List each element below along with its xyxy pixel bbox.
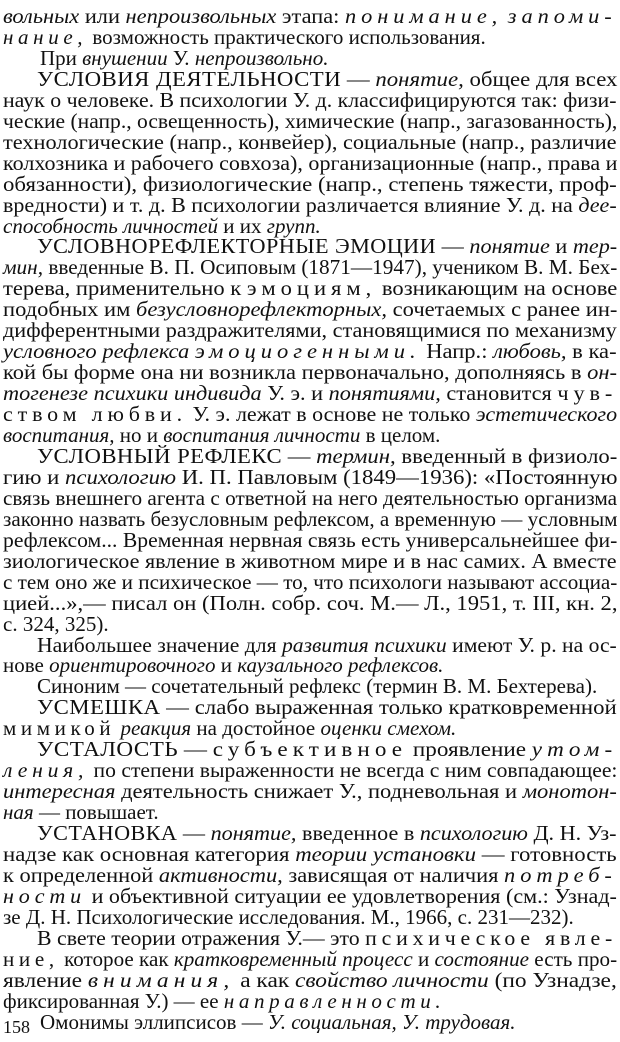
text-run: становится: [446, 381, 558, 406]
text-run: вредности) и т. д. В психологии различается влияние У. д. на: [3, 192, 579, 217]
text-run: эмоциям,: [246, 276, 377, 301]
text-run: У. социальная, У. трудовая.: [267, 1009, 516, 1034]
text-run: понятиями,: [328, 381, 441, 406]
text-run: дее-: [578, 192, 617, 217]
text-run: реакция: [120, 716, 192, 741]
text-run: оценки смехом.: [320, 716, 457, 741]
text-run: законно назвать безусловным рефлексом, а временную — условным: [3, 506, 618, 531]
text-run: общее для всех: [469, 66, 618, 91]
text-run: эстетического: [475, 402, 618, 427]
text-run: и: [220, 653, 238, 678]
text-run: мин,: [3, 255, 44, 280]
text-run: зависящая от наличия: [288, 862, 505, 887]
text-run: или: [84, 4, 126, 28]
text-run: а как: [240, 967, 296, 992]
text-run: —: [441, 234, 470, 259]
text-run: (по Узнадзе,: [494, 967, 617, 992]
text-run: ческие (напр., освещенность), химические (напр., загазованность),: [3, 108, 618, 133]
text-run: Д. Н. Уз-: [533, 821, 617, 846]
text-run: воспитания личности: [163, 423, 361, 447]
text-run: При: [40, 45, 83, 70]
text-run: В свете теории отражения У.— это: [37, 925, 366, 950]
text-run: —: [346, 66, 376, 91]
text-run: УСТАЛОСТЬ: [37, 737, 179, 762]
text-run: эмоциогенными.: [194, 339, 421, 364]
text-run: ние,: [3, 946, 59, 971]
text-run: введенное в: [301, 821, 420, 846]
text-run: субъективное: [212, 737, 408, 762]
text-run: безусловнорефлекторных,: [135, 297, 388, 322]
text-run: термин,: [316, 443, 396, 468]
text-run: нове: [3, 653, 50, 678]
text-run: психологию: [419, 821, 528, 846]
text-run: введенный в физиоло-: [401, 443, 618, 468]
text-run: по степени выраженности не всегда с ним совпадающее:: [93, 758, 618, 783]
text-run: зиологическое явление в животном мире и в нас самих. А вместе: [3, 548, 617, 573]
text-run: УСТАНОВКА: [37, 821, 178, 846]
text-run: имеют У. р. на ос-: [452, 632, 617, 657]
text-run: с. 324, 325).: [3, 611, 109, 636]
text-run: понятие,: [375, 66, 464, 91]
text-run: цией...»,— писал он (Полн. собр. соч. М.— Л., 1951, т. III, кн. 2,: [3, 590, 618, 615]
text-run: кратковременный процесс: [173, 946, 413, 971]
text-run: тогенезе психики индивида: [3, 381, 262, 406]
text-run: непроизвольных: [125, 4, 277, 28]
text-run: гию и: [3, 464, 66, 489]
text-run: которое как: [64, 946, 174, 971]
text-run: внимания,: [87, 967, 235, 992]
text-run: УСМЕШКА: [37, 695, 161, 720]
text-run: внушении: [82, 45, 168, 70]
text-run: сочетаемых с ранее ин-: [392, 297, 618, 322]
text-run: введенные В. П. Осиповым (1871—1947), учеником В. М. Бех-: [48, 255, 618, 280]
text-run: но и: [119, 423, 164, 447]
text-run: активности,: [158, 862, 283, 887]
text-run: рефлексом... Временная нервная связь есть универсальнейшее фи-: [3, 527, 618, 552]
text-run: на достойное: [196, 716, 321, 741]
text-run: в целом.: [365, 423, 441, 447]
text-run: ориентировочного: [49, 653, 216, 678]
text-run: понимание,: [344, 4, 503, 28]
text-run: свойство личности: [295, 967, 489, 992]
text-run: У. э. лежат в основе не только: [192, 402, 476, 427]
text-run: Наибольшее значение для: [37, 632, 282, 657]
text-run: условного рефлекса: [3, 339, 195, 364]
text-run: потреб-: [504, 862, 617, 887]
text-run: и их: [223, 213, 267, 238]
text-run: обязанности), физиологические (напр., степень тяжести, проф-: [3, 171, 617, 196]
text-run: Омонимы эллипсисов —: [40, 1009, 268, 1034]
text-run: ная: [3, 800, 34, 825]
text-run: понятие,: [210, 821, 297, 846]
text-run: монотон-: [522, 779, 617, 804]
text-run: —: [182, 821, 211, 846]
text-run: и: [417, 946, 435, 971]
text-run: проявление: [412, 737, 532, 762]
text-run: связь внешнего агента с ответной на него деятельностью организма: [3, 485, 618, 510]
text-run: И. П. Павловым (1849—1936): «Постоянную: [181, 464, 618, 489]
text-run: и объективной ситуации ее удовлетворения (см.: Узнад-: [91, 883, 617, 908]
text-run: дифферентными раздражителями, становящимися по механизму: [3, 318, 617, 343]
text-run: чув-: [557, 381, 618, 406]
text-run: мимикой: [3, 716, 116, 741]
text-run: У.: [172, 45, 195, 70]
text-run: психологию: [65, 464, 177, 489]
text-run: У. э. и: [267, 381, 329, 406]
text-run: вольных: [3, 4, 80, 28]
text-run: возможность практического использования.: [92, 24, 486, 49]
text-run: — повышает.: [38, 800, 159, 825]
text-run: состояние: [434, 946, 530, 971]
text-run: нание,: [3, 24, 88, 49]
text-line: [40, 1009, 516, 1035]
text-run: способность личностей: [3, 213, 219, 238]
text-run: психическое явле-: [365, 925, 618, 950]
page-number: 158: [3, 1017, 30, 1037]
text-run: и: [555, 234, 573, 259]
text-run: любовь,: [493, 339, 567, 364]
text-run: УСЛОВНОРЕФЛЕКТОРНЫЕ ЭМОЦИИ: [37, 234, 437, 259]
text-run: колхозника и рабочего совхоза), организационные (напр., права и: [3, 150, 618, 175]
text-run: запоми-: [507, 4, 617, 28]
text-run: ством любви.: [3, 402, 188, 427]
text-run: терева, применительно к: [3, 276, 247, 301]
text-run: УСЛОВИЯ ДЕЯТЕЛЬНОСТИ: [37, 66, 342, 91]
text-run: фиксированная У.) — ее: [3, 988, 224, 1013]
text-run: —: [183, 737, 213, 762]
text-run: развития психики: [281, 632, 447, 657]
text-run: направленности.: [223, 988, 446, 1013]
text-run: технологические (напр., конвейер), социальные (напр., различие: [3, 129, 617, 154]
text-run: групп.: [266, 213, 321, 238]
text-run: есть про-: [534, 946, 618, 971]
text-run: с тем оно же и психическое — то, что психологи называют ассоциа-: [3, 569, 618, 594]
text-run: воспитания,: [3, 423, 115, 447]
text-run: кой бы форме она ни возникла первоначально, дополняясь в: [3, 360, 588, 385]
text-run: наук о человеке. В психологии У. д. классифицируются так: физи-: [3, 87, 617, 112]
text-run: — слабо выраженная только кратковременной: [166, 695, 617, 720]
text-run: подобных им: [3, 297, 136, 322]
text-run: ления,: [3, 758, 89, 783]
text-run: УСЛОВНЫЙ РЕФЛЕКС: [37, 443, 283, 468]
text-run: в ка-: [572, 339, 617, 364]
text-run: возникающим на основе: [381, 276, 618, 301]
text-run: теории установки: [295, 842, 477, 866]
text-run: Синоним — сочетательный рефлекс (термин В. М. Бехтерева).: [37, 674, 598, 699]
text-run: — готовность: [481, 842, 617, 866]
text-run: надзе как основная категория: [3, 842, 296, 866]
text-run: Напр.:: [426, 339, 494, 364]
text-run: —: [287, 443, 317, 468]
text-run: этапа:: [281, 4, 345, 28]
text-run: он-: [587, 360, 618, 385]
text-run: понятие: [469, 234, 550, 259]
text-run: интересная: [3, 779, 116, 804]
text-run: зе Д. Н. Психологические исследования. М., 1966, с. 231—232).: [3, 904, 574, 929]
text-run: ности: [3, 883, 87, 908]
text-run: явление: [3, 967, 88, 992]
text-run: к определенной: [3, 862, 159, 887]
text-run: каузального рефлексов.: [237, 653, 444, 678]
text-run: тер-: [572, 234, 618, 259]
text-run: непроизвольно.: [194, 45, 329, 70]
text-run: утом-: [531, 737, 618, 762]
text-run: деятельность снижает У., подневольная и: [121, 779, 523, 804]
